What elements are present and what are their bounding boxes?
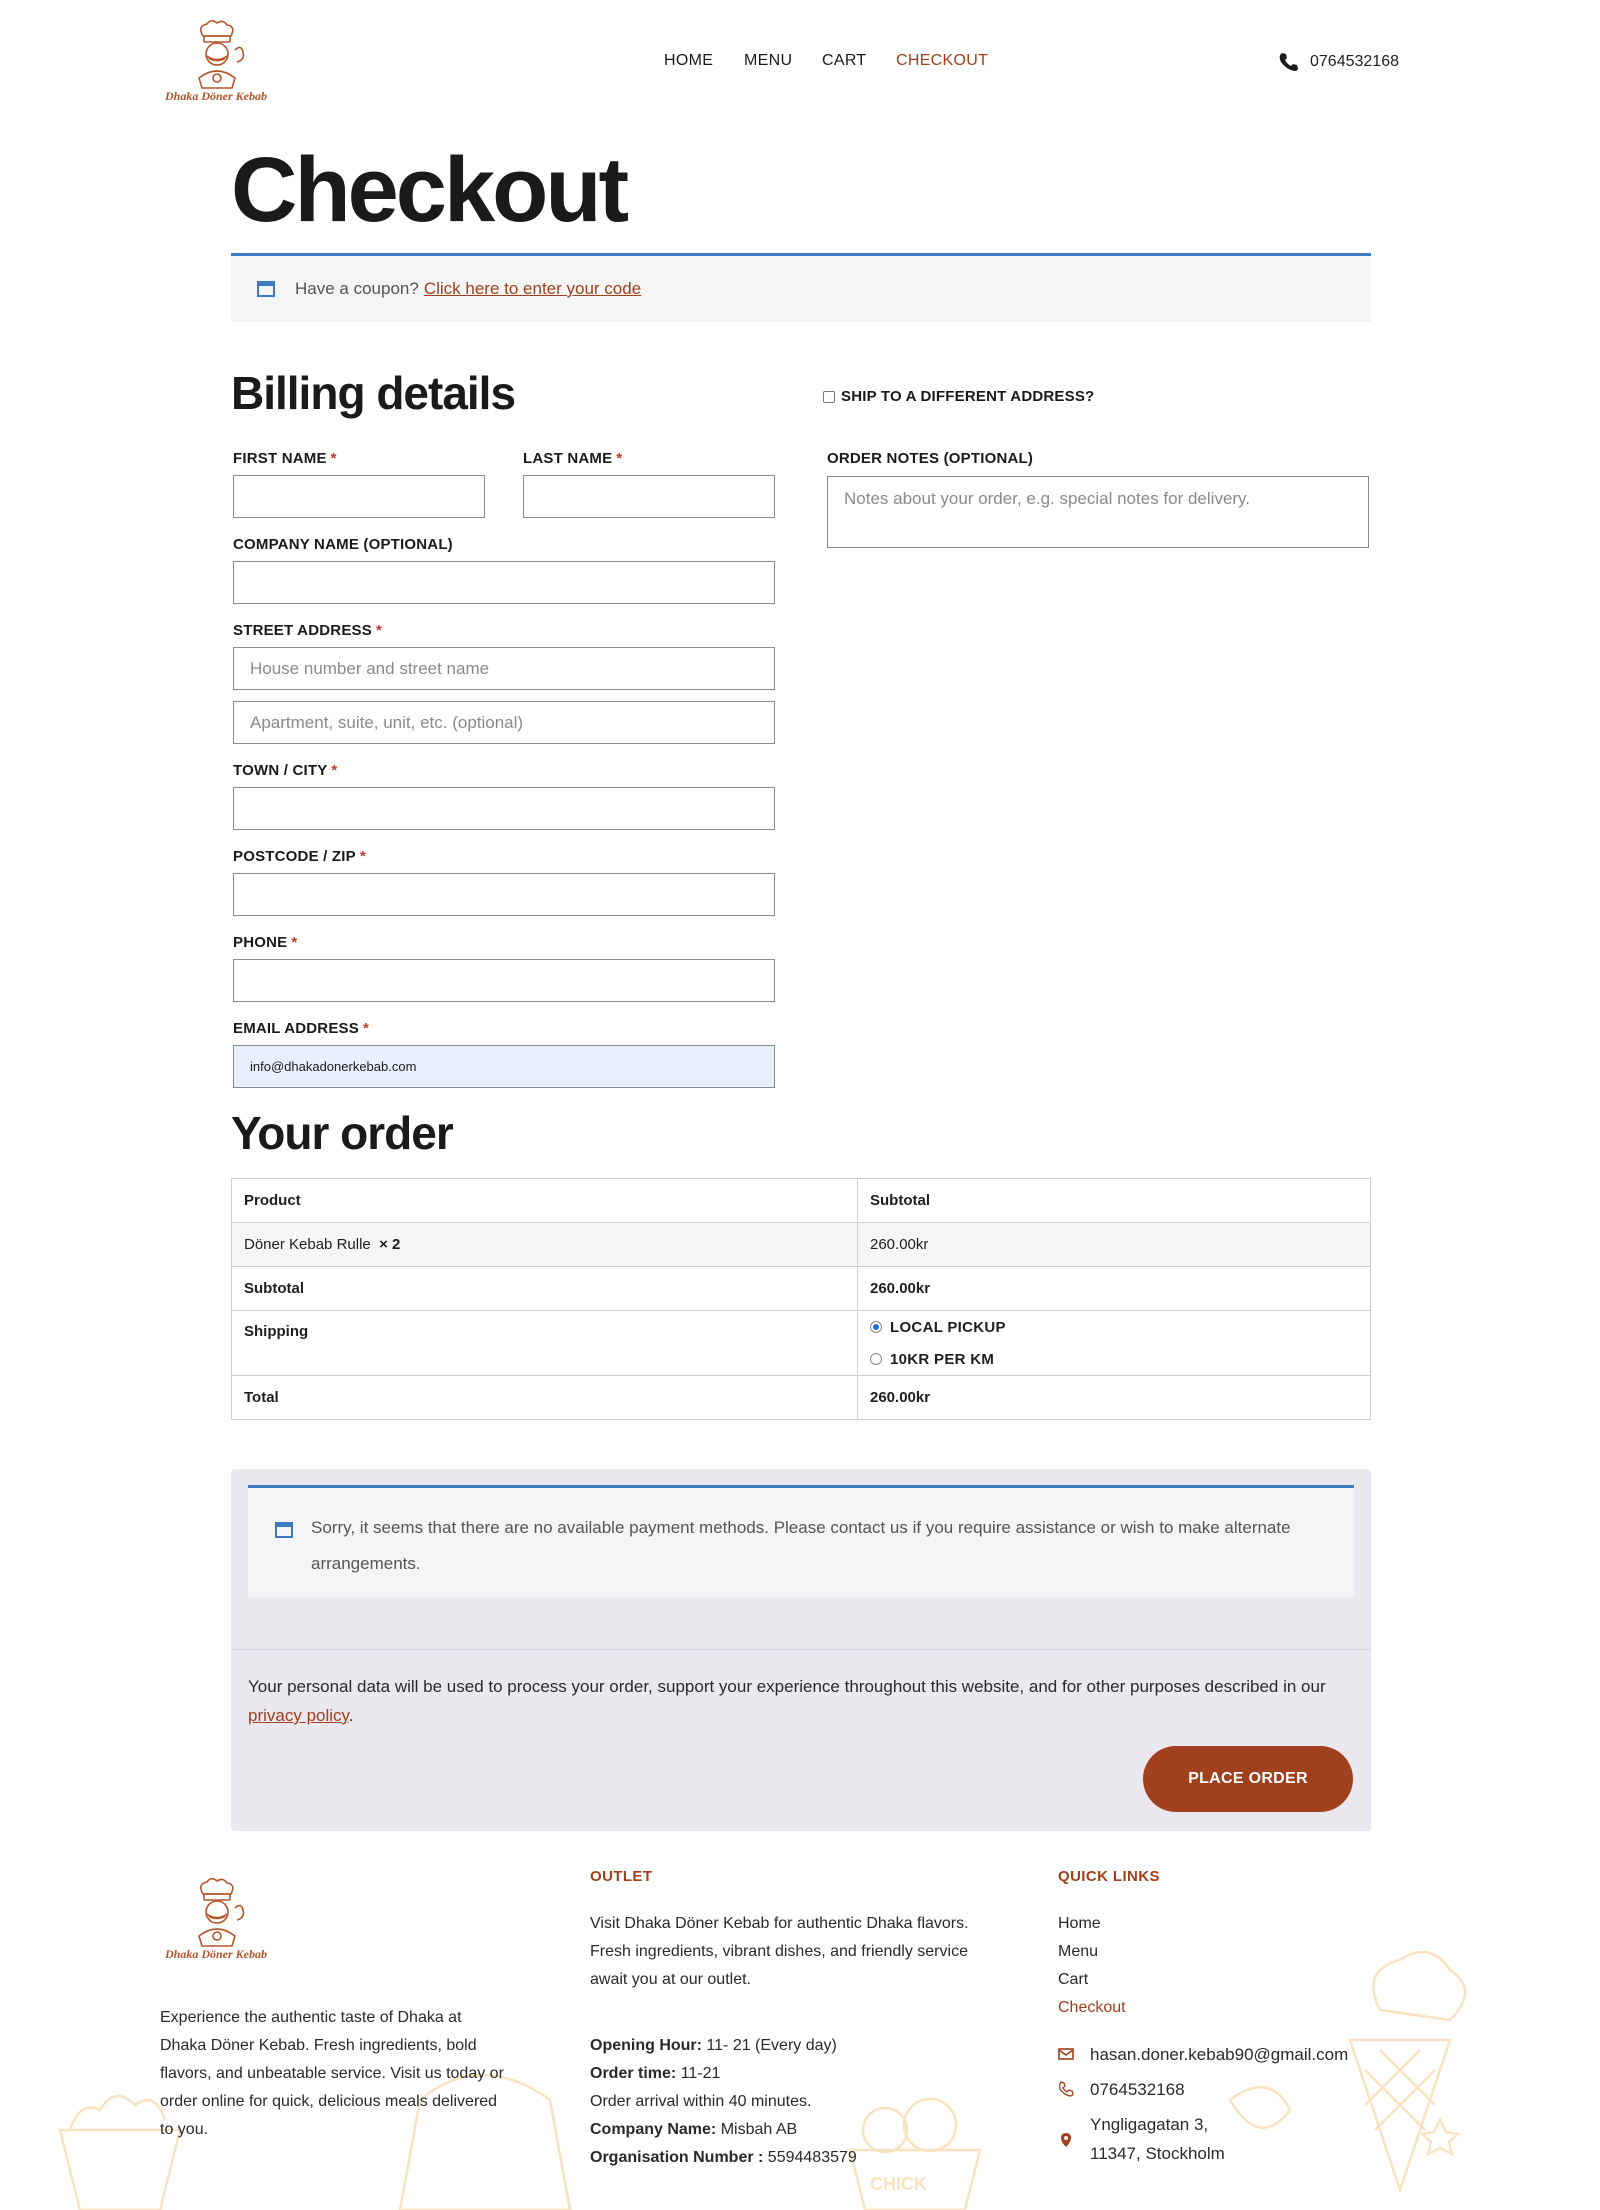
- ship-opt-per-km[interactable]: 10KR PER KM: [870, 1343, 1358, 1375]
- coupon-notice: [231, 253, 1371, 322]
- footer-link-home[interactable]: Home: [1058, 1915, 1101, 1932]
- header-phone[interactable]: [1278, 52, 1399, 72]
- outlet-info: [590, 2032, 857, 2172]
- subtotal-label: Subtotal: [232, 1267, 858, 1311]
- order-table: [231, 1178, 1371, 1420]
- ship-different-toggle[interactable]: [823, 388, 1094, 405]
- payment-notice-text: Sorry, it seems that there are no available payment methods. Please contact us if you require assistance or wish to make alternate arrangements.: [311, 1518, 1291, 1573]
- nav-menu[interactable]: MENU: [744, 52, 793, 69]
- radio-selected[interactable]: [870, 1321, 882, 1333]
- coupon-text: Have a coupon?: [295, 279, 419, 298]
- item-price: 260.00kr: [858, 1223, 1371, 1267]
- footer-chef-logo-icon: [165, 1876, 267, 1964]
- phone-input[interactable]: [233, 959, 775, 1002]
- envelope-icon: [1058, 2046, 1074, 2062]
- footer-phone[interactable]: [1058, 2075, 1185, 2104]
- footer-link-checkout[interactable]: Checkout: [1058, 1999, 1126, 2016]
- email-input[interactable]: info@dhakadonerkebab.com: [233, 1045, 775, 1088]
- town-label: TOWN / CITY *: [233, 762, 338, 779]
- quick-links: [1058, 1910, 1126, 2022]
- address-line-1: Yngligagatan 3,: [1090, 2115, 1209, 2134]
- outlet-text: Visit Dhaka Döner Kebab for authentic Dhaka flavors. Fresh ingredients, vibrant dishes, and friendly service await you at our outlet.: [590, 1915, 969, 1988]
- svg-text:Dhaka Döner Kebab: Dhaka Döner Kebab: [165, 89, 267, 103]
- footer-email[interactable]: [1058, 2040, 1348, 2069]
- company-name: Company Name: Misbah AB: [590, 2121, 798, 2138]
- order-notes-label: ORDER NOTES (OPTIONAL): [827, 450, 1034, 467]
- divider: [231, 1649, 1371, 1650]
- place-order-button[interactable]: PLACE ORDER: [1143, 1746, 1353, 1812]
- location-pin-icon: [1058, 2132, 1074, 2148]
- shipping-label: Shipping: [232, 1311, 858, 1376]
- chef-logo-icon[interactable]: [165, 18, 267, 106]
- first-name-input[interactable]: [233, 475, 485, 518]
- company-input[interactable]: [233, 561, 775, 604]
- svg-text:CHICK: CHICK: [870, 2174, 927, 2194]
- subtotal-row: [232, 1267, 1371, 1311]
- first-name-label: FIRST NAME *: [233, 450, 337, 467]
- phone-icon: [1278, 52, 1298, 72]
- phone-label: PHONE *: [233, 934, 298, 951]
- payment-panel: [231, 1469, 1371, 1831]
- town-input[interactable]: [233, 787, 775, 830]
- item-qty: × 2: [379, 1236, 401, 1253]
- subtotal-value: 260.00kr: [858, 1267, 1371, 1311]
- quick-links-title: QUICK LINKS: [1058, 1868, 1160, 1885]
- last-name-label: LAST NAME *: [523, 450, 623, 467]
- total-row: [232, 1376, 1371, 1420]
- item-name: Döner Kebab Rulle: [244, 1236, 371, 1253]
- billing-title: Billing details: [231, 367, 516, 419]
- ship-different-label: SHIP TO A DIFFERENT ADDRESS?: [841, 388, 1095, 405]
- ship-different-checkbox[interactable]: [823, 391, 835, 403]
- footer-email-text: hasan.doner.kebab90@gmail.com: [1090, 2045, 1349, 2064]
- shipping-row: [232, 1311, 1371, 1376]
- header-phone-number: 0764532168: [1310, 53, 1399, 70]
- opening-hour: Opening Hour: 11- 21 (Every day): [590, 2037, 837, 2054]
- company-label: COMPANY NAME (OPTIONAL): [233, 536, 453, 553]
- total-value: 260.00kr: [858, 1376, 1371, 1420]
- outlet-title: OUTLET: [590, 1868, 653, 1885]
- svg-text:Dhaka Döner Kebab: Dhaka Döner Kebab: [165, 1947, 267, 1961]
- site-header: [0, 0, 1600, 130]
- ship-opt-pickup[interactable]: LOCAL PICKUP: [870, 1311, 1358, 1343]
- nav-cart[interactable]: CART: [822, 52, 867, 69]
- col-product: Product: [232, 1179, 858, 1223]
- street-label: STREET ADDRESS *: [233, 622, 382, 639]
- street-input[interactable]: House number and street name: [233, 647, 775, 690]
- privacy-text: Your personal data will be used to process your order, support your experience throughout this website, and for other purposes described in our privacy policy.: [248, 1677, 1326, 1725]
- payment-notice: [248, 1485, 1354, 1597]
- organisation-number: Organisation Number : 5594483579: [590, 2149, 857, 2166]
- shipping-options: [858, 1311, 1371, 1376]
- footer-about: Experience the authentic taste of Dhaka at Dhaka Döner Kebab. Fresh ingredients, bold flavors, and unbeatable service. Visit us today or order online for quick, delicious meals delivered to you.: [160, 2009, 504, 2138]
- street2-input[interactable]: Apartment, suite, unit, etc. (optional): [233, 701, 775, 744]
- order-arrival: Order arrival within 40 minutes.: [590, 2093, 812, 2110]
- last-name-input[interactable]: [523, 475, 775, 518]
- phone-icon: [1058, 2081, 1074, 2097]
- order-notes-input[interactable]: Notes about your order, e.g. special notes for delivery.: [827, 476, 1369, 548]
- postcode-input[interactable]: [233, 873, 775, 916]
- item-cell: [232, 1223, 858, 1267]
- address-line-2: 11347, Stockholm: [1090, 2144, 1225, 2163]
- address-lines: [1090, 2110, 1225, 2168]
- order-time: Order time: 11-21: [590, 2065, 721, 2082]
- coupon-link[interactable]: Click here to enter your code: [423, 279, 642, 298]
- postcode-label: POSTCODE / ZIP *: [233, 848, 366, 865]
- page-title: Checkout: [231, 139, 627, 241]
- window-icon: [275, 1521, 293, 1539]
- nav-checkout[interactable]: CHECKOUT: [896, 52, 989, 69]
- table-header-row: [232, 1179, 1371, 1223]
- privacy-link[interactable]: privacy policy: [248, 1706, 349, 1725]
- footer-address: [1058, 2110, 1225, 2168]
- window-icon: [257, 280, 275, 298]
- col-subtotal: Subtotal: [858, 1179, 1371, 1223]
- table-row: [232, 1223, 1371, 1267]
- footer-phone-text: 0764532168: [1090, 2080, 1185, 2099]
- nav-home[interactable]: HOME: [664, 52, 714, 69]
- email-label: EMAIL ADDRESS *: [233, 1020, 369, 1037]
- radio-unselected[interactable]: [870, 1353, 882, 1365]
- total-label: Total: [232, 1376, 858, 1420]
- footer-link-menu[interactable]: Menu: [1058, 1943, 1099, 1960]
- footer-link-cart[interactable]: Cart: [1058, 1971, 1089, 1988]
- order-title: Your order: [231, 1107, 453, 1159]
